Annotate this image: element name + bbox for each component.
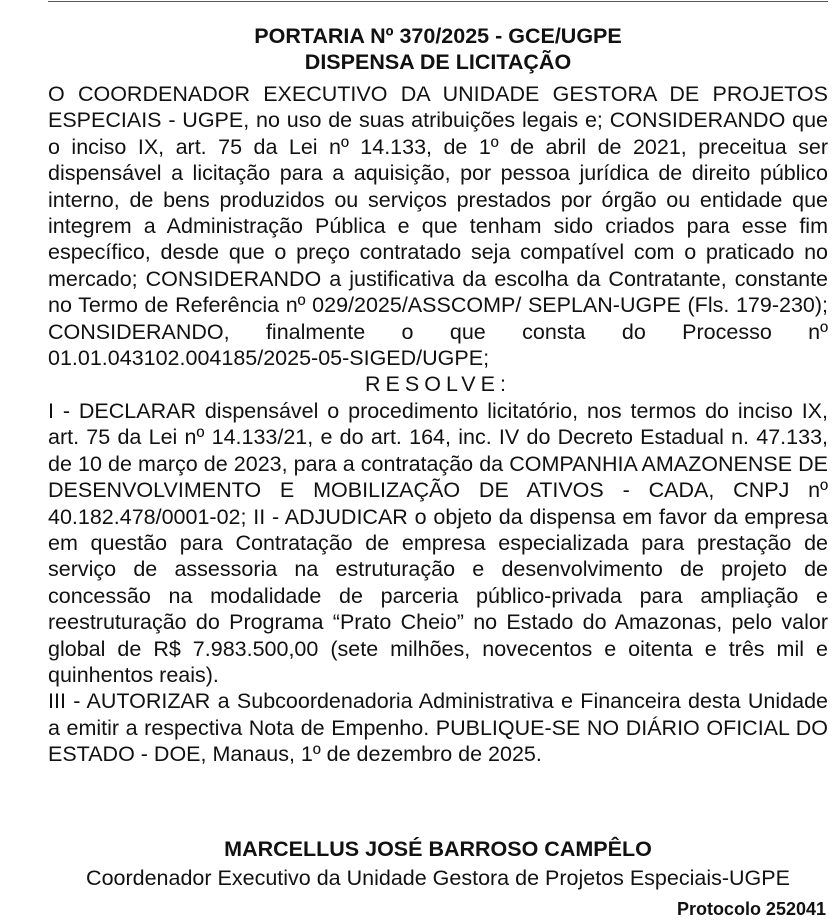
document-body	[48, 81, 828, 768]
signatory-name: MARCELLUS JOSÉ BARROSO CAMPÊLO	[224, 837, 652, 861]
resolution-item-3: III - AUTORIZAR a Subcoordenadoria Administrativa e Financeira desta Unidade a emitir a respectiva Nota de Empenho. PUBLIQUE-SE NO DIÁRIO OFICIAL DO ESTADO - DOE, Manaus, 1º de dezembro de 2025.	[48, 689, 828, 767]
ordinance-subtitle: DISPENSA DE LICITAÇÃO	[304, 50, 572, 74]
document	[48, 23, 828, 890]
preamble-paragraph: O COORDENADOR EXECUTIVO DA UNIDADE GESTORA DE PROJETOS ESPECIAIS - UGPE, no uso de suas atribuições legais e; CONSIDERANDO que o inciso IX, art. 75 da Lei nº 14.133, de 1º de abril de 2021, preceitua ser dispensável a licitação para a aquisição, por pessoa jurídica de direito público interno, de bens produzidos ou serviços prestados por órgão ou entidade que integrem a Administração Pública e que tenham sido criados para esse fim específico, desde que o preço contratado seja compatível com o praticado no mercado; CONSIDERANDO a justificativa da escolha da Contratante, constante no Termo de Referência nº 029/2025/ASSCOMP/ SEPLAN-UGPE (Fls. 179-230); CONSIDERANDO, finalmente o que consta do Processo nº 01.01.043102.004185/2025-05-SIGED/UGPE;	[48, 82, 828, 371]
ordinance-title: PORTARIA Nº 370/2025 - GCE/UGPE	[254, 24, 622, 48]
protocol-number: Protocolo 252041	[676, 899, 826, 919]
resolve-heading: RESOLVE:	[365, 372, 511, 397]
top-divider	[48, 1, 828, 2]
signatory-role: Coordenador Executivo da Unidade Gestora de Projetos Especiais-UGPE	[86, 866, 790, 890]
resolution-items-1-2: I - DECLARAR dispensável o procedimento licitatório, nos termos do inciso IX, art. 75 da Lei nº 14.133/21, e do art. 164, inc. IV do Decreto Estadual n. 47.133, de 10 de março de 2023, para a contratação da COMPANHIA AMAZONENSE DE DESENVOLVIMENTO E MOBILIZAÇÃO DE ATIVOS - CADA, CNPJ nº 40.182.478/0001-02; II - ADJUDICAR o objeto da dispensa em favor da empresa em questão para Contratação de empresa especializada para prestação de serviço de assessoria na estruturação e desenvolvimento de projeto de concessão na modalidade de parceria público-privada para ampliação e reestruturação do Programa “Prato Cheio” no Estado do Amazonas, pelo valor global de R$ 7.983.500,00 (sete milhões, novecentos e oitenta e três mil e quinhentos reais).	[48, 398, 828, 687]
